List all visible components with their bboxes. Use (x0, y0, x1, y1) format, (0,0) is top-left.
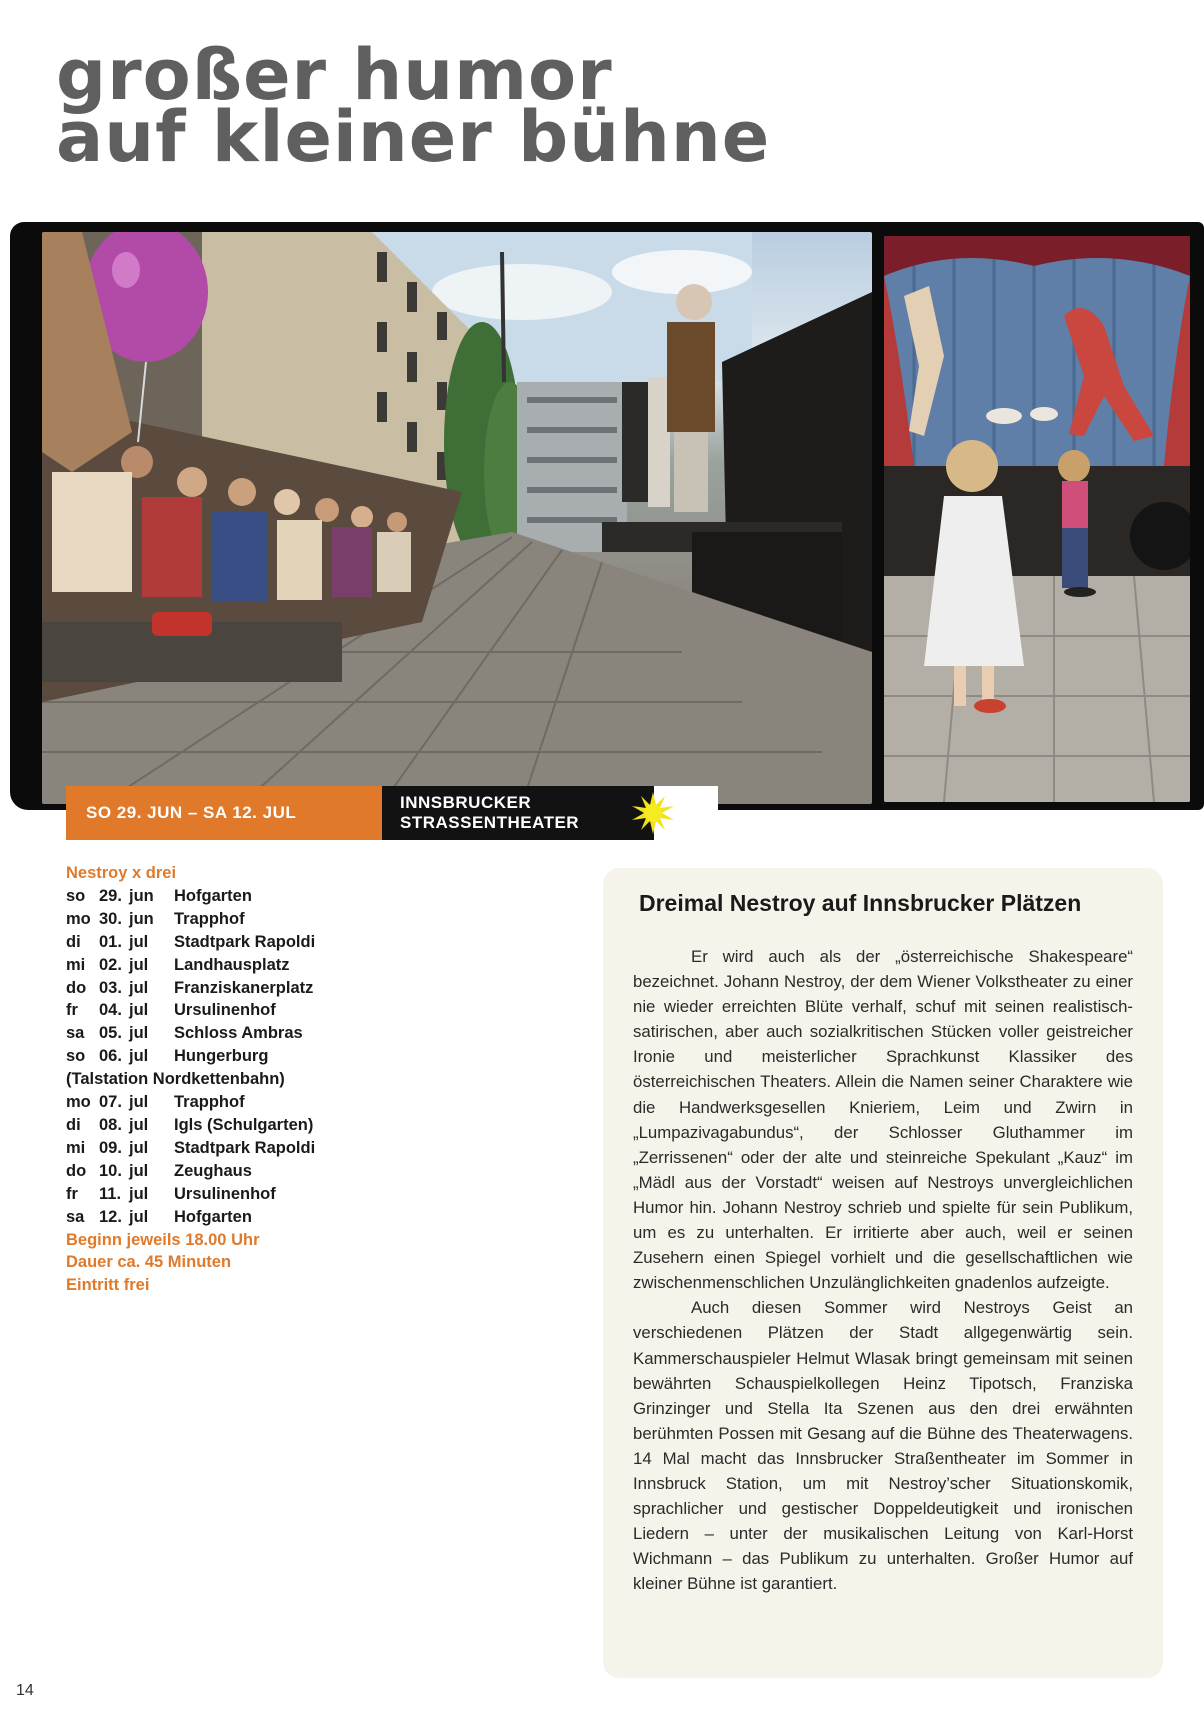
row-place: Hungerburg (174, 1047, 269, 1066)
row-date: 08. (99, 1115, 122, 1134)
page-number: 14 (16, 1682, 34, 1699)
row-place: Ursulinenhof (174, 1184, 276, 1203)
organizer-line-1: INNSBRUCKER (400, 793, 532, 812)
row-date: 30. (99, 909, 122, 928)
row-place: Hofgarten (174, 886, 252, 905)
schedule-title: Nestroy x drei (66, 864, 177, 882)
headline-line-1: großer humor (56, 34, 613, 116)
article-paragraph-2: Auch diesen Sommer wird Nestroys Geist an verschiedenen Plätzen der Stadt allgegenwärtig sein. Kammerschauspieler Helmut Wlasak bringt gemeinsam mit seinen bewährten Schauspielkollegen Heinz Tipotsch, Franziska Grinzinger und Stella Ita Szenen aus den drei erwähnten berühmten Possen mit Gesang auf die Bühne des Theaterwagens. 14 Mal macht das Innsbrucker Straßentheater im Sommer in Innsbruck Station, um mit Nestroy’scher Situationskomik, sprachlicher und gestischer Doppeldeutigkeit und ironischen Liedern – unter der musikalischen Leitung von Karl-Horst Wichmann – das Publikum zu unterhalten. Großer Humor auf kleiner Bühne ist garantiert. (633, 1298, 1133, 1594)
row-date: 09. (99, 1138, 122, 1157)
row-month: jul (129, 1138, 149, 1157)
article-box (603, 868, 1163, 1678)
schedule-row (66, 1045, 426, 1068)
organizer-banner (382, 786, 654, 840)
schedule-row (66, 1183, 426, 1206)
row-day: sa (66, 1024, 85, 1043)
row-date: 11. (99, 1184, 122, 1203)
row-place: Trapphof (174, 1093, 245, 1112)
row-month: jul (129, 1001, 149, 1020)
performance-schedule (66, 862, 426, 1297)
row-place: Igls (Schulgarten) (174, 1115, 314, 1134)
row-place: Zeughaus (174, 1161, 252, 1180)
row-month: jul (129, 1184, 149, 1203)
street-theater-photo (42, 232, 872, 804)
row-date: 10. (99, 1161, 122, 1180)
row-date: 05. (99, 1024, 122, 1043)
row-day: mo (66, 909, 91, 928)
row-day: mi (66, 1138, 86, 1157)
duration-info: Dauer ca. 45 Minuten (66, 1253, 232, 1272)
row-month: jul (129, 1161, 149, 1180)
row-day: fr (66, 1001, 78, 1020)
schedule-row (66, 1091, 426, 1114)
row-date: 04. (99, 1001, 122, 1020)
row-day: fr (66, 1184, 78, 1203)
row-place: Hofgarten (174, 1207, 252, 1226)
schedule-row (66, 1160, 426, 1183)
row-place: Trapphof (174, 909, 245, 928)
row-month: jul (129, 1115, 149, 1134)
row-month: jun (129, 909, 154, 928)
headline-line-2: auf kleiner bühne (56, 96, 771, 178)
schedule-row (66, 1206, 426, 1229)
row-date: 29. (99, 886, 122, 905)
schedule-row (66, 954, 426, 977)
row-place: Stadtpark Rapoldi (174, 932, 316, 951)
article-title: Dreimal Nestroy auf Innsbrucker Plätzen (639, 890, 1082, 916)
schedule-note: (Talstation Nordkettenbahn) (66, 1070, 285, 1089)
schedule-row (66, 885, 426, 908)
schedule-row (66, 999, 426, 1022)
sun-icon (632, 792, 674, 834)
admission-info: Eintritt frei (66, 1276, 150, 1295)
schedule-row (66, 1114, 426, 1137)
row-month: jul (129, 1207, 149, 1226)
schedule-row (66, 977, 426, 1000)
start-time-info: Beginn jeweils 18.00 Uhr (66, 1230, 260, 1249)
article-paragraph-1: Er wird auch als der „österreichische Shakespeare“ bezeichnet. Johann Nestroy, der dem Wiener Volkstheater zu einer nie wieder erreichten Blüte verhalf, schuf mit seinen realistisch-satirischen, aber auch sozialkritischen Stücken voller geistreicher Ironie und meisterlicher Sprachkunst Klassiker des österreichischen Theaters. Allein die Namen seiner Charaktere wie die Handwerksgesellen Knieriem, Leim und Zwirn in „Lumpazivagabundus“, der Schlosser Gluthammer im „Zerrissenen“ oder der alte und steinreiche Spekulant „Kauz“ im „Mädl aus der Vorstadt“ weisen auf Nestroys unvergleichlichen Humor hin. Johann Nestroy schrieb und spielte für sein Publikum, um es zu unterhalten. Er irritierte aber auch, weil er seinen Zusehern einen Spiegel vorhielt und die gesellschaftlichen wie zwischenmenschlichen Unzulänglichkeiten gnadenlos aufzeigte. (633, 947, 1133, 1293)
row-month: jul (129, 1024, 149, 1043)
row-date: 02. (99, 955, 122, 974)
row-place: Landhausplatz (174, 955, 290, 974)
row-date: 12. (99, 1207, 122, 1226)
row-place: Ursulinenhof (174, 1001, 276, 1020)
row-month: jun (129, 886, 154, 905)
row-day: di (66, 932, 81, 951)
children-stage-photo (884, 236, 1190, 802)
schedule-row (66, 1137, 426, 1160)
row-place: Franziskanerplatz (174, 978, 314, 997)
row-day: di (66, 1115, 81, 1134)
row-day: do (66, 978, 87, 997)
organizer-line-2: STRASSENTHEATER (400, 813, 580, 832)
row-day: sa (66, 1207, 85, 1226)
row-date: 01. (99, 932, 122, 951)
schedule-row (66, 1022, 426, 1045)
row-date: 06. (99, 1047, 122, 1066)
row-month: jul (129, 932, 149, 951)
row-day: so (66, 1047, 86, 1066)
row-place: Stadtpark Rapoldi (174, 1138, 316, 1157)
row-date: 07. (99, 1093, 122, 1112)
schedule-row (66, 931, 426, 954)
page-headline (56, 34, 771, 178)
schedule-row (66, 908, 426, 931)
row-month: jul (129, 978, 149, 997)
row-date: 03. (99, 978, 122, 997)
article-body (633, 944, 1133, 1596)
row-month: jul (129, 1047, 149, 1066)
row-day: mo (66, 1093, 91, 1112)
row-place: Schloss Ambras (174, 1024, 303, 1043)
row-day: mi (66, 955, 86, 974)
event-dates-banner: SO 29. JUN – SA 12. JUL (66, 786, 382, 840)
row-month: jul (129, 955, 149, 974)
row-month: jul (129, 1093, 149, 1112)
row-day: so (66, 886, 86, 905)
row-day: do (66, 1161, 87, 1180)
